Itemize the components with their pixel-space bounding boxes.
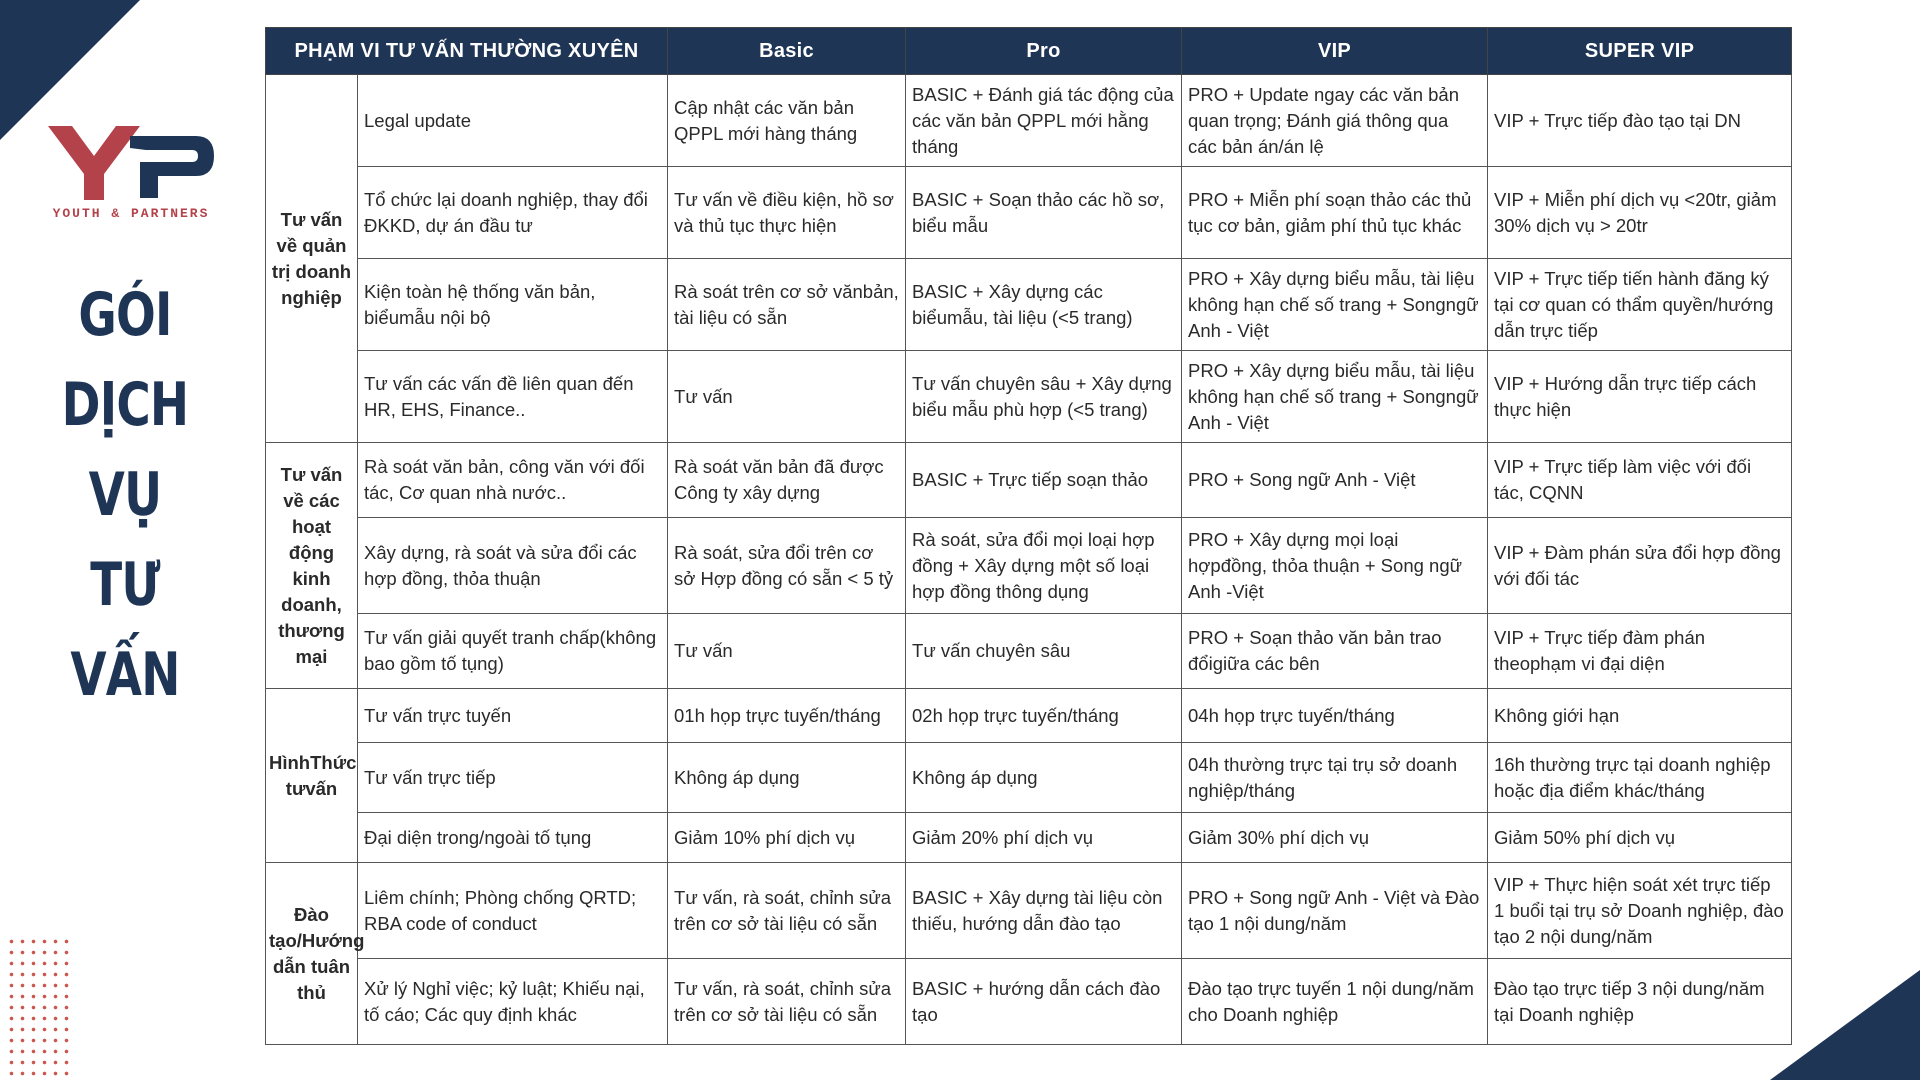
table-row [266,518,1792,614]
scope-cell: Tư vấn các vấn đề liên quan đến HR, EHS, Finance.. [358,351,668,443]
table-row [266,813,1792,863]
basic-cell: Rà soát văn bản đã được Công ty xây dựng [668,443,906,518]
logo-text: YOUTH & PARTNERS [52,206,210,221]
logo-y-mark [48,126,140,200]
vip-cell: PRO + Song ngữ Anh - Việt và Đào tạo 1 nội dung/năm [1182,863,1488,959]
basic-cell: Tư vấn, rà soát, chỉnh sửa trên cơ sở tài liệu có sẵn [668,863,906,959]
table-row [266,689,1792,743]
scope-cell: Xử lý Nghỉ việc; kỷ luật; Khiếu nại, tố cáo; Các quy định khác [358,959,668,1045]
pro-cell: BASIC + Trực tiếp soạn thảo [906,443,1182,518]
scope-cell: Tư vấn giải quyết tranh chấp(không bao gồm tố tụng) [358,614,668,689]
title-line: DỊCH [61,370,189,440]
basic-cell: 01h họp trực tuyến/tháng [668,689,906,743]
group-label: HìnhThức tưvấn [266,689,358,863]
vip-cell: PRO + Miễn phí soạn thảo các thủ tục cơ bản, giảm phí thủ tục khác [1182,167,1488,259]
header-vip: VIP [1182,28,1488,75]
pro-cell: 02h họp trực tuyến/tháng [906,689,1182,743]
vip-cell: Giảm 30% phí dịch vụ [1182,813,1488,863]
scope-cell: Tổ chức lại doanh nghiệp, thay đổi ĐKKD, dự án đầu tư [358,167,668,259]
header-scope: PHẠM VI TƯ VẤN THƯỜNG XUYÊN [266,28,668,75]
vip-cell: PRO + Xây dựng mọi loại hợpđồng, thỏa thuận + Song ngữ Anh -Việt [1182,518,1488,614]
super-vip-cell: VIP + Trực tiếp đàm phán theophạm vi đại diện [1488,614,1792,689]
super-vip-cell: VIP + Đàm phán sửa đổi hợp đồng với đối tác [1488,518,1792,614]
basic-cell: Rà soát, sửa đổi trên cơ sở Hợp đồng có sẵn < 5 tỷ [668,518,906,614]
title-line: TƯ [90,550,160,620]
title-line: VỤ [88,460,162,530]
basic-cell: Tư vấn [668,351,906,443]
table-row [266,614,1792,689]
service-comparison-table [265,27,1792,1045]
scope-cell: Legal update [358,75,668,167]
super-vip-cell: VIP + Trực tiếp tiến hành đăng ký tại cơ quan có thẩm quyền/hướng dẫn trực tiếp [1488,259,1792,351]
pro-cell: BASIC + hướng dẫn cách đào tạo [906,959,1182,1045]
scope-cell: Rà soát văn bản, công văn với đối tác, Cơ quan nhà nước.. [358,443,668,518]
table-row [266,75,1792,167]
table-header-row [266,28,1792,75]
scope-cell: Xây dựng, rà soát và sửa đổi các hợp đồng, thỏa thuận [358,518,668,614]
scope-cell: Đại diện trong/ngoài tố tụng [358,813,668,863]
scope-cell: Kiện toàn hệ thống văn bản, biểumẫu nội bộ [358,259,668,351]
super-vip-cell: VIP + Miễn phí dịch vụ <20tr, giảm 30% dịch vụ > 20tr [1488,167,1792,259]
group-label: Đào tạo/Hướng dẫn tuân thủ [266,863,358,1045]
table-row [266,443,1792,518]
pro-cell: BASIC + Xây dựng tài liệu còn thiếu, hướng dẫn đào tạo [906,863,1182,959]
table-row [266,743,1792,813]
pro-cell: Tư vấn chuyên sâu [906,614,1182,689]
header-basic: Basic [668,28,906,75]
pro-cell: Giảm 20% phí dịch vụ [906,813,1182,863]
basic-cell: Tư vấn, rà soát, chỉnh sửa trên cơ sở tài liệu có sẵn [668,959,906,1045]
title-line: GÓI [78,280,172,350]
super-vip-cell: Giảm 50% phí dịch vụ [1488,813,1792,863]
service-table-container [265,27,1791,1045]
pro-cell: Tư vấn chuyên sâu + Xây dựng biểu mẫu phù hợp (<5 trang) [906,351,1182,443]
vip-cell: 04h thường trực tại trụ sở doanh nghiệp/tháng [1182,743,1488,813]
vip-cell: PRO + Xây dựng biểu mẫu, tài liệu không hạn chế số trang + Songngữ Anh - Việt [1182,351,1488,443]
table-row [266,351,1792,443]
basic-cell: Không áp dụng [668,743,906,813]
pro-cell: BASIC + Soạn thảo các hồ sơ, biểu mẫu [906,167,1182,259]
super-vip-cell: Không giới hạn [1488,689,1792,743]
corner-decoration-top-left [0,0,140,140]
header-pro: Pro [906,28,1182,75]
vip-cell: PRO + Song ngữ Anh - Việt [1182,443,1488,518]
super-vip-cell: VIP + Trực tiếp làm việc với đối tác, CQNN [1488,443,1792,518]
vip-cell: PRO + Soạn thảo văn bản trao đổigiữa các bên [1182,614,1488,689]
super-vip-cell: VIP + Trực tiếp đào tạo tại DN [1488,75,1792,167]
basic-cell: Rà soát trên cơ sở vănbản, tài liệu có sẵn [668,259,906,351]
company-logo [46,122,216,222]
super-vip-cell: 16h thường trực tại doanh nghiệp hoặc địa điểm khác/tháng [1488,743,1792,813]
table-row [266,863,1792,959]
header-super-vip: SUPER VIP [1488,28,1792,75]
basic-cell: Giảm 10% phí dịch vụ [668,813,906,863]
table-row [266,167,1792,259]
super-vip-cell: Đào tạo trực tiếp 3 nội dung/năm tại Doanh nghiệp [1488,959,1792,1045]
dot-pattern-decoration [6,936,72,1076]
group-label: Tư vấn về các hoạt động kinh doanh, thương mại [266,443,358,689]
page-title [40,270,210,720]
pro-cell: BASIC + Đánh giá tác động của các văn bản QPPL mới hằng tháng [906,75,1182,167]
vip-cell: 04h họp trực tuyến/tháng [1182,689,1488,743]
title-line: VẤN [70,640,180,710]
table-row [266,259,1792,351]
scope-cell: Tư vấn trực tuyến [358,689,668,743]
basic-cell: Cập nhật các văn bản QPPL mới hàng tháng [668,75,906,167]
super-vip-cell: VIP + Hướng dẫn trực tiếp cách thực hiện [1488,351,1792,443]
vip-cell: Đào tạo trực tuyến 1 nội dung/năm cho Doanh nghiệp [1182,959,1488,1045]
table-row [266,959,1792,1045]
basic-cell: Tư vấn [668,614,906,689]
logo-p-mark [130,136,214,198]
pro-cell: Rà soát, sửa đổi mọi loại hợp đồng + Xây dựng một số loại hợp đồng thông dụng [906,518,1182,614]
scope-cell: Tư vấn trực tiếp [358,743,668,813]
vip-cell: PRO + Update ngay các văn bản quan trọng; Đánh giá thông qua các bản án/án lệ [1182,75,1488,167]
group-label: Tư vấn về quản trị doanh nghiệp [266,75,358,443]
vip-cell: PRO + Xây dựng biểu mẫu, tài liệu không hạn chế số trang + Songngữ Anh - Việt [1182,259,1488,351]
super-vip-cell: VIP + Thực hiện soát xét trực tiếp 1 buổi tại trụ sở Doanh nghiệp, đào tạo 2 nội dung/năm [1488,863,1792,959]
pro-cell: BASIC + Xây dựng các biểumẫu, tài liệu (<5 trang) [906,259,1182,351]
corner-decoration-bottom-right [1770,970,1920,1080]
scope-cell: Liêm chính; Phòng chống QRTD; RBA code of conduct [358,863,668,959]
basic-cell: Tư vấn về điều kiện, hồ sơ và thủ tục thực hiện [668,167,906,259]
pro-cell: Không áp dụng [906,743,1182,813]
